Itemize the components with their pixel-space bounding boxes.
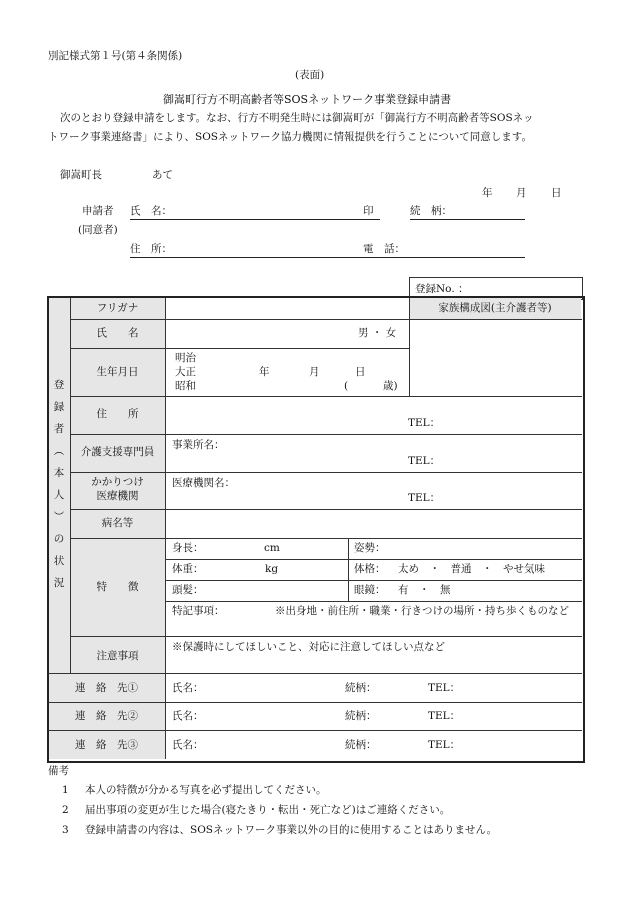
address-label: 住 所 bbox=[96, 408, 139, 420]
note-num-2: 2 bbox=[62, 804, 69, 816]
note-num-3: 3 bbox=[62, 824, 69, 836]
contact-name-1: 氏名： bbox=[172, 682, 204, 694]
applicant-consent: (同意者) bbox=[78, 224, 118, 236]
contact-relation-2: 続柄： bbox=[345, 710, 377, 722]
contact-label-2: 連 絡 先② bbox=[75, 710, 138, 722]
care-manager-label: 介護支援専門員 bbox=[80, 446, 155, 458]
special-notes-label: 特記事項： bbox=[172, 605, 225, 617]
hair-label: 頭髪： bbox=[172, 584, 204, 596]
side-heading-char: 者 bbox=[53, 423, 65, 435]
side-heading-char: 録 bbox=[53, 401, 65, 413]
addressee-suffix: あて bbox=[152, 169, 173, 181]
side-heading-char: の bbox=[53, 533, 65, 545]
furigana-label: フリガナ bbox=[96, 302, 139, 314]
contact-name-3: 氏名： bbox=[172, 739, 204, 751]
height-unit: cm bbox=[264, 542, 280, 554]
applicant-phone-label: 電 話： bbox=[363, 243, 405, 255]
gender-options[interactable]: 男 ・ 女 bbox=[358, 327, 397, 339]
posture-label: 姿勢： bbox=[354, 542, 386, 554]
registration-no-label: 登録No. ： bbox=[415, 283, 469, 295]
birth-year: 年 bbox=[259, 366, 270, 378]
applicant-label: 申請者 bbox=[82, 205, 114, 217]
build-label: 体格： bbox=[354, 563, 386, 575]
address-tel: TEL： bbox=[408, 417, 441, 429]
form-number: 別記様式第１号(第４条関係) bbox=[48, 50, 183, 62]
contact-tel-1: TEL： bbox=[428, 682, 461, 694]
contact-tel-3: TEL： bbox=[428, 739, 461, 751]
registration-no-field[interactable] bbox=[465, 280, 577, 296]
side-heading bbox=[52, 374, 66, 594]
weight-label: 体重： bbox=[172, 563, 204, 575]
caution-label: 注意事項 bbox=[96, 650, 139, 662]
glasses-label: 眼鏡： bbox=[354, 584, 386, 596]
applicant-address-field[interactable] bbox=[130, 257, 360, 258]
applicant-address-label: 住 所： bbox=[130, 243, 172, 255]
side-heading-char: ︵ bbox=[53, 445, 65, 457]
side-heading-char: 登 bbox=[53, 379, 65, 391]
build-options[interactable]: 太め ・ 普通 ・ やせ気味 bbox=[398, 563, 545, 575]
side-heading-char: 本 bbox=[53, 467, 65, 479]
family-doctor-label-2: 医療機関 bbox=[96, 490, 139, 502]
note-text-2: 届出事項の変更が生じた場合(寝たきり・転出・死亡など)はご連絡ください。 bbox=[85, 804, 451, 816]
side-heading-char: 況 bbox=[53, 577, 65, 589]
weight-unit: kg bbox=[265, 563, 279, 575]
applicant-phone-field[interactable] bbox=[360, 257, 525, 258]
applicant-name-field[interactable] bbox=[130, 219, 360, 220]
applicant-name-label: 氏 名： bbox=[130, 205, 172, 217]
addressee: 御嵩町長 bbox=[60, 169, 102, 181]
era-showa[interactable]: 昭和 bbox=[175, 380, 196, 392]
applicant-relation-field[interactable] bbox=[410, 219, 525, 220]
care-manager-tel: TEL： bbox=[408, 455, 441, 467]
caution-hint: ※保護時にしてほしいこと、対応に注意してほしい点など bbox=[172, 641, 445, 653]
seal-underline bbox=[360, 219, 380, 220]
intro-line-1: 次のとおり登録申請をします。なお、行方不明発生時には御嵩町が「御嵩行方不明高齢者等SOSネッ bbox=[60, 112, 534, 124]
contact-label-3: 連 絡 先③ bbox=[75, 739, 138, 751]
note-text-3: 登録申請書の内容は、SOSネットワーク事業以外の目的に使用することはありません。 bbox=[85, 824, 498, 836]
contact-tel-2: TEL： bbox=[428, 710, 461, 722]
contact-label-1: 連 絡 先① bbox=[75, 682, 138, 694]
note-num-1: 1 bbox=[62, 784, 69, 796]
side-heading-char: ︶ bbox=[53, 511, 65, 523]
name-label: 氏 名 bbox=[96, 327, 139, 339]
birth-month: 月 bbox=[309, 366, 320, 378]
contact-name-2: 氏名： bbox=[172, 710, 204, 722]
height-label: 身長： bbox=[172, 542, 204, 554]
intro-line-2: トワーク事業連絡書」により、SOSネットワーク協力機関に情報提供を行うことについて同意します。 bbox=[48, 131, 532, 143]
disease-label: 病名等 bbox=[101, 517, 134, 529]
date-day: 日 bbox=[551, 187, 562, 199]
birth-day: 日 bbox=[355, 366, 366, 378]
note-text-1: 本人の特徴が分かる写真を必ず提出してください。 bbox=[85, 784, 327, 796]
form-side: (表面) bbox=[295, 69, 325, 81]
age-close: 歳) bbox=[383, 380, 398, 392]
family-doctor-label-1: かかりつけ bbox=[91, 476, 144, 488]
side-heading-char: 人 bbox=[53, 489, 65, 501]
applicant-relation-label: 続 柄： bbox=[410, 205, 452, 217]
contact-relation-3: 続柄： bbox=[345, 739, 377, 751]
era-meiji[interactable]: 明治 bbox=[175, 352, 196, 364]
date-year: 年 bbox=[482, 187, 493, 199]
era-taisho[interactable]: 大正 bbox=[175, 366, 196, 378]
age-open: ( bbox=[344, 380, 349, 392]
institution-name-label: 医療機関名： bbox=[172, 477, 235, 489]
family-diagram-label: 家族構成図(主介護者等) bbox=[438, 302, 552, 314]
page-title: 御嵩町行方不明高齢者等SOSネットワーク事業登録申請書 bbox=[163, 93, 452, 106]
side-heading-char: 状 bbox=[53, 555, 65, 567]
office-name-label: 事業所名： bbox=[172, 439, 225, 451]
date-month: 月 bbox=[516, 187, 527, 199]
contact-relation-1: 続柄： bbox=[345, 682, 377, 694]
glasses-options[interactable]: 有 ・ 無 bbox=[398, 584, 451, 596]
notes-heading: 備考 bbox=[48, 765, 69, 777]
features-label: 特 徴 bbox=[96, 581, 139, 593]
family-doctor-tel: TEL： bbox=[408, 492, 441, 504]
seal-mark: 印 bbox=[363, 205, 374, 217]
birth-label: 生年月日 bbox=[96, 366, 139, 378]
special-notes-hint: ※出身地・前住所・職業・行きつけの場所・持ち歩くものなど bbox=[275, 605, 569, 617]
